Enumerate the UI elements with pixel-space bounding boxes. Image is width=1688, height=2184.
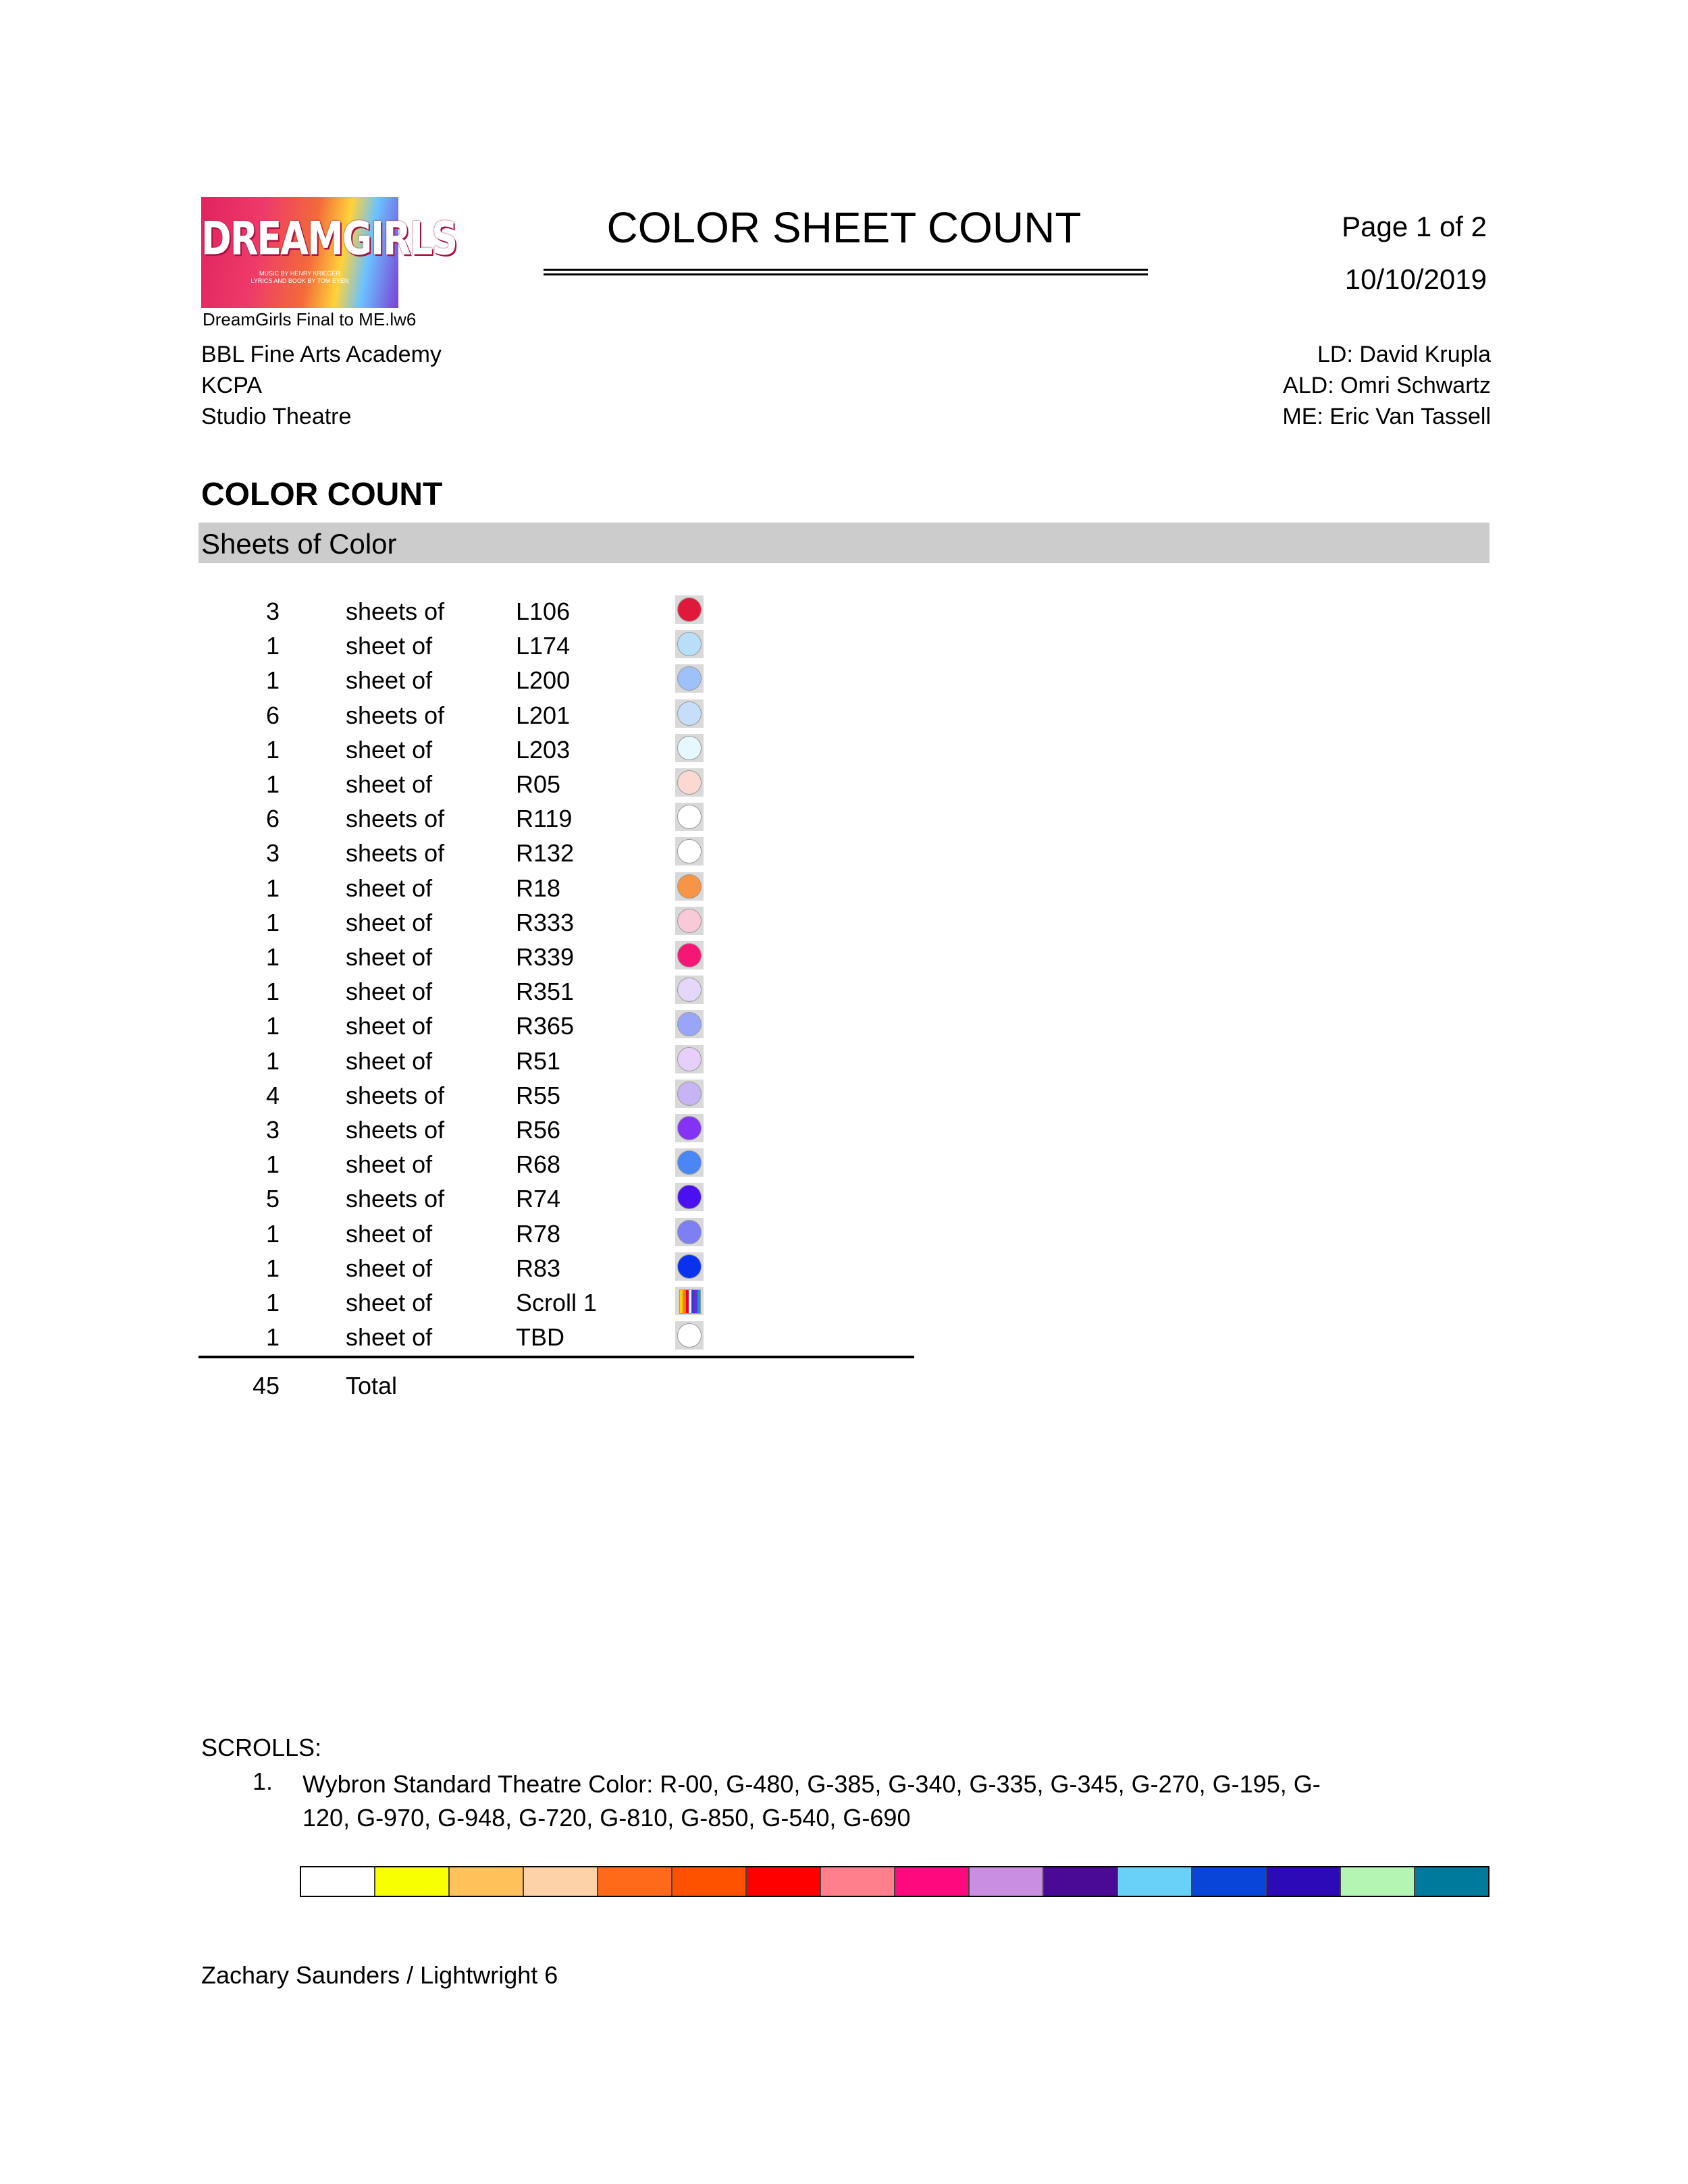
footer-credit: Zachary Saunders / Lightwright 6	[201, 1961, 558, 1989]
color-quantity: 1	[265, 666, 280, 695]
color-row	[199, 730, 739, 765]
color-quantity: 6	[265, 701, 280, 729]
color-dot	[677, 1220, 702, 1244]
color-dot	[677, 1150, 702, 1175]
color-row	[199, 1283, 739, 1318]
color-swatch	[675, 1183, 704, 1211]
color-quantity: 1	[265, 1219, 280, 1248]
section-subtitle-band	[199, 523, 1489, 563]
color-row	[199, 661, 739, 695]
color-code: L106	[516, 597, 571, 625]
color-row	[199, 1179, 739, 1214]
color-swatch	[675, 1045, 704, 1073]
title-underline	[544, 269, 1148, 275]
color-dot	[677, 1047, 702, 1071]
color-swatch	[675, 630, 704, 658]
scroll-color-chip	[1267, 1867, 1341, 1896]
color-swatch	[675, 907, 704, 935]
page-number: Page 1 of 2	[1342, 211, 1487, 242]
color-unit: sheet of	[346, 978, 433, 1006]
color-swatch	[675, 1218, 704, 1246]
color-unit: sheet of	[346, 1219, 433, 1248]
color-swatch	[675, 1080, 704, 1108]
logo-wordmark: DREAMGIRLS	[201, 212, 457, 265]
color-swatch	[675, 1287, 704, 1315]
color-quantity: 3	[265, 839, 280, 868]
color-unit: sheet of	[346, 1012, 433, 1040]
color-dot	[677, 632, 702, 656]
color-quantity: 6	[265, 805, 280, 833]
color-row	[199, 1249, 739, 1283]
color-row	[199, 1145, 739, 1179]
scroll-color-chip	[1192, 1867, 1267, 1896]
color-dot	[677, 1012, 702, 1036]
color-unit: sheets of	[346, 839, 445, 868]
color-swatch	[675, 1114, 704, 1142]
color-dot	[677, 943, 702, 967]
color-row	[199, 765, 739, 799]
color-quantity: 1	[265, 1254, 280, 1282]
color-code: L201	[516, 701, 571, 729]
color-code: TBD	[516, 1323, 564, 1352]
color-unit: sheet of	[346, 908, 433, 936]
color-unit: sheet of	[346, 1323, 433, 1352]
total-divider	[199, 1356, 914, 1358]
color-dot	[677, 736, 702, 760]
venue-school: BBL Fine Arts Academy	[201, 342, 442, 367]
color-swatch	[675, 768, 704, 797]
venue-theatre: Studio Theatre	[201, 404, 352, 429]
color-quantity: 5	[265, 1185, 280, 1213]
color-unit: sheet of	[346, 1254, 433, 1282]
master-electrician: ME: Eric Van Tassell	[1282, 404, 1491, 429]
scroll-color-chip	[747, 1867, 821, 1896]
color-row	[199, 592, 739, 627]
scroll-color-chip	[524, 1867, 598, 1896]
scroll-swatch-band	[697, 1290, 700, 1313]
assistant-lighting-designer: ALD: Omri Schwartz	[1283, 373, 1491, 398]
color-code: R119	[516, 805, 573, 833]
logo-credit-lyrics: LYRICS AND BOOK BY TOM EYEN	[250, 277, 349, 284]
file-name: DreamGirls Final to ME.lw6	[203, 309, 417, 329]
color-swatch	[675, 976, 704, 1004]
color-swatch	[675, 734, 704, 762]
color-quantity: 1	[265, 770, 280, 798]
color-dot	[677, 701, 702, 726]
color-row	[199, 1215, 739, 1249]
color-quantity: 1	[265, 943, 280, 971]
color-swatch	[675, 803, 704, 831]
color-code: R83	[516, 1254, 561, 1282]
color-quantity: 1	[265, 1150, 280, 1179]
color-row	[199, 869, 739, 903]
color-row	[199, 1007, 739, 1041]
total-quantity: 45	[252, 1372, 280, 1400]
color-quantity: 3	[265, 1116, 280, 1144]
report-date: 10/10/2019	[1344, 263, 1487, 295]
color-unit: sheets of	[346, 1116, 445, 1144]
section-title: COLOR COUNT	[201, 477, 443, 512]
color-code: R333	[516, 908, 575, 936]
color-code: R18	[516, 874, 561, 902]
color-unit: sheets of	[346, 1185, 445, 1213]
venue-building: KCPA	[201, 373, 263, 398]
color-code: R68	[516, 1150, 561, 1179]
scroll-color-strip	[300, 1866, 1489, 1897]
color-quantity: 1	[265, 1289, 280, 1316]
color-row	[199, 1111, 739, 1145]
color-unit: sheet of	[346, 874, 433, 902]
color-code: R365	[516, 1012, 575, 1040]
color-unit: sheets of	[346, 805, 445, 833]
color-dot	[677, 1254, 702, 1279]
logo-credits	[201, 270, 398, 285]
color-unit: sheet of	[346, 632, 433, 660]
color-unit: sheets of	[346, 1081, 445, 1109]
color-code: L200	[516, 666, 571, 695]
color-swatch	[675, 664, 704, 693]
color-quantity: 1	[265, 735, 280, 764]
scroll-swatch-icon	[679, 1289, 701, 1314]
color-swatch	[675, 699, 704, 728]
color-dot	[677, 978, 702, 1002]
color-swatch	[675, 595, 704, 624]
color-code: L203	[516, 735, 571, 764]
color-dot	[677, 805, 702, 829]
color-quantity: 1	[265, 1323, 280, 1352]
show-logo	[201, 197, 457, 308]
color-code: R78	[516, 1219, 561, 1248]
color-dot	[677, 874, 702, 899]
color-quantity: 1	[265, 632, 280, 660]
color-row	[199, 1042, 739, 1076]
color-row	[199, 903, 739, 938]
color-quantity: 1	[265, 874, 280, 902]
scroll-color-chip	[450, 1867, 524, 1896]
scroll-description: Wybron Standard Theatre Color: R-00, G-480, G-385, G-340, G-335, G-345, G-270, G-195, G-120, G-970, G-948, G-720, G-810, G-850, G-540, G-690	[302, 1770, 1321, 1832]
color-unit: sheet of	[346, 1150, 433, 1179]
color-code: R51	[516, 1046, 561, 1075]
color-row	[199, 627, 739, 661]
color-row	[199, 696, 739, 730]
color-unit: sheet of	[346, 666, 433, 695]
color-swatch	[675, 941, 704, 969]
scroll-color-chip	[375, 1867, 450, 1896]
color-dot	[677, 839, 702, 863]
color-dot	[677, 1323, 702, 1348]
scroll-color-chip	[1118, 1867, 1192, 1896]
color-row	[199, 972, 739, 1007]
color-code: R351	[516, 978, 575, 1006]
color-quantity: 1	[265, 908, 280, 936]
section-subtitle: Sheets of Color	[201, 528, 397, 560]
scroll-color-chip	[672, 1867, 747, 1896]
color-code: R55	[516, 1081, 561, 1109]
color-swatch	[675, 1010, 704, 1038]
scroll-color-chip	[970, 1867, 1044, 1896]
color-quantity: 4	[265, 1081, 280, 1109]
color-dot	[677, 597, 702, 622]
scroll-color-chip	[1341, 1867, 1415, 1896]
color-unit: sheets of	[346, 701, 445, 729]
scroll-color-chip	[301, 1867, 375, 1896]
scroll-number: 1.	[253, 1767, 273, 1795]
color-quantity: 1	[265, 978, 280, 1006]
color-unit: sheet of	[346, 1289, 433, 1316]
logo-credit-music: MUSIC BY HENRY KRIEGER	[259, 270, 341, 277]
color-swatch	[675, 1321, 704, 1350]
scrolls-heading: SCROLLS:	[201, 1734, 322, 1761]
color-row	[199, 1318, 739, 1352]
color-code: L174	[516, 632, 571, 660]
scroll-color-chip	[598, 1867, 672, 1896]
color-swatch	[675, 1148, 704, 1177]
total-label: Total	[346, 1372, 398, 1400]
color-code: R05	[516, 770, 561, 798]
scroll-color-chip	[1415, 1867, 1488, 1896]
color-code: R74	[516, 1185, 561, 1213]
color-row	[199, 799, 739, 834]
color-unit: sheet of	[346, 1046, 433, 1075]
color-dot	[677, 1185, 702, 1209]
color-unit: sheet of	[346, 770, 433, 798]
color-code: R339	[516, 943, 575, 971]
color-row	[199, 834, 739, 868]
color-dot	[677, 909, 702, 933]
color-unit: sheets of	[346, 597, 445, 625]
scroll-color-chip	[821, 1867, 895, 1896]
color-code: R56	[516, 1116, 561, 1144]
page-title: COLOR SHEET COUNT	[606, 203, 1082, 252]
color-quantity: 1	[265, 1012, 280, 1040]
color-unit: sheet of	[346, 735, 433, 764]
color-quantity: 1	[265, 1046, 280, 1075]
color-quantity: 3	[265, 597, 280, 625]
color-unit: sheet of	[346, 943, 433, 971]
color-row	[199, 1076, 739, 1111]
color-row	[199, 938, 739, 972]
lighting-designer: LD: David Krupla	[1317, 342, 1491, 367]
color-dot	[677, 770, 702, 795]
scroll-color-chip	[1044, 1867, 1118, 1896]
scroll-color-chip	[895, 1867, 970, 1896]
color-dot	[677, 666, 702, 691]
color-swatch	[675, 1252, 704, 1281]
color-code: R132	[516, 839, 575, 868]
color-dot	[677, 1082, 702, 1106]
color-swatch	[675, 872, 704, 901]
color-swatch	[675, 837, 704, 865]
color-code: Scroll 1	[516, 1289, 598, 1316]
color-dot	[677, 1116, 702, 1140]
